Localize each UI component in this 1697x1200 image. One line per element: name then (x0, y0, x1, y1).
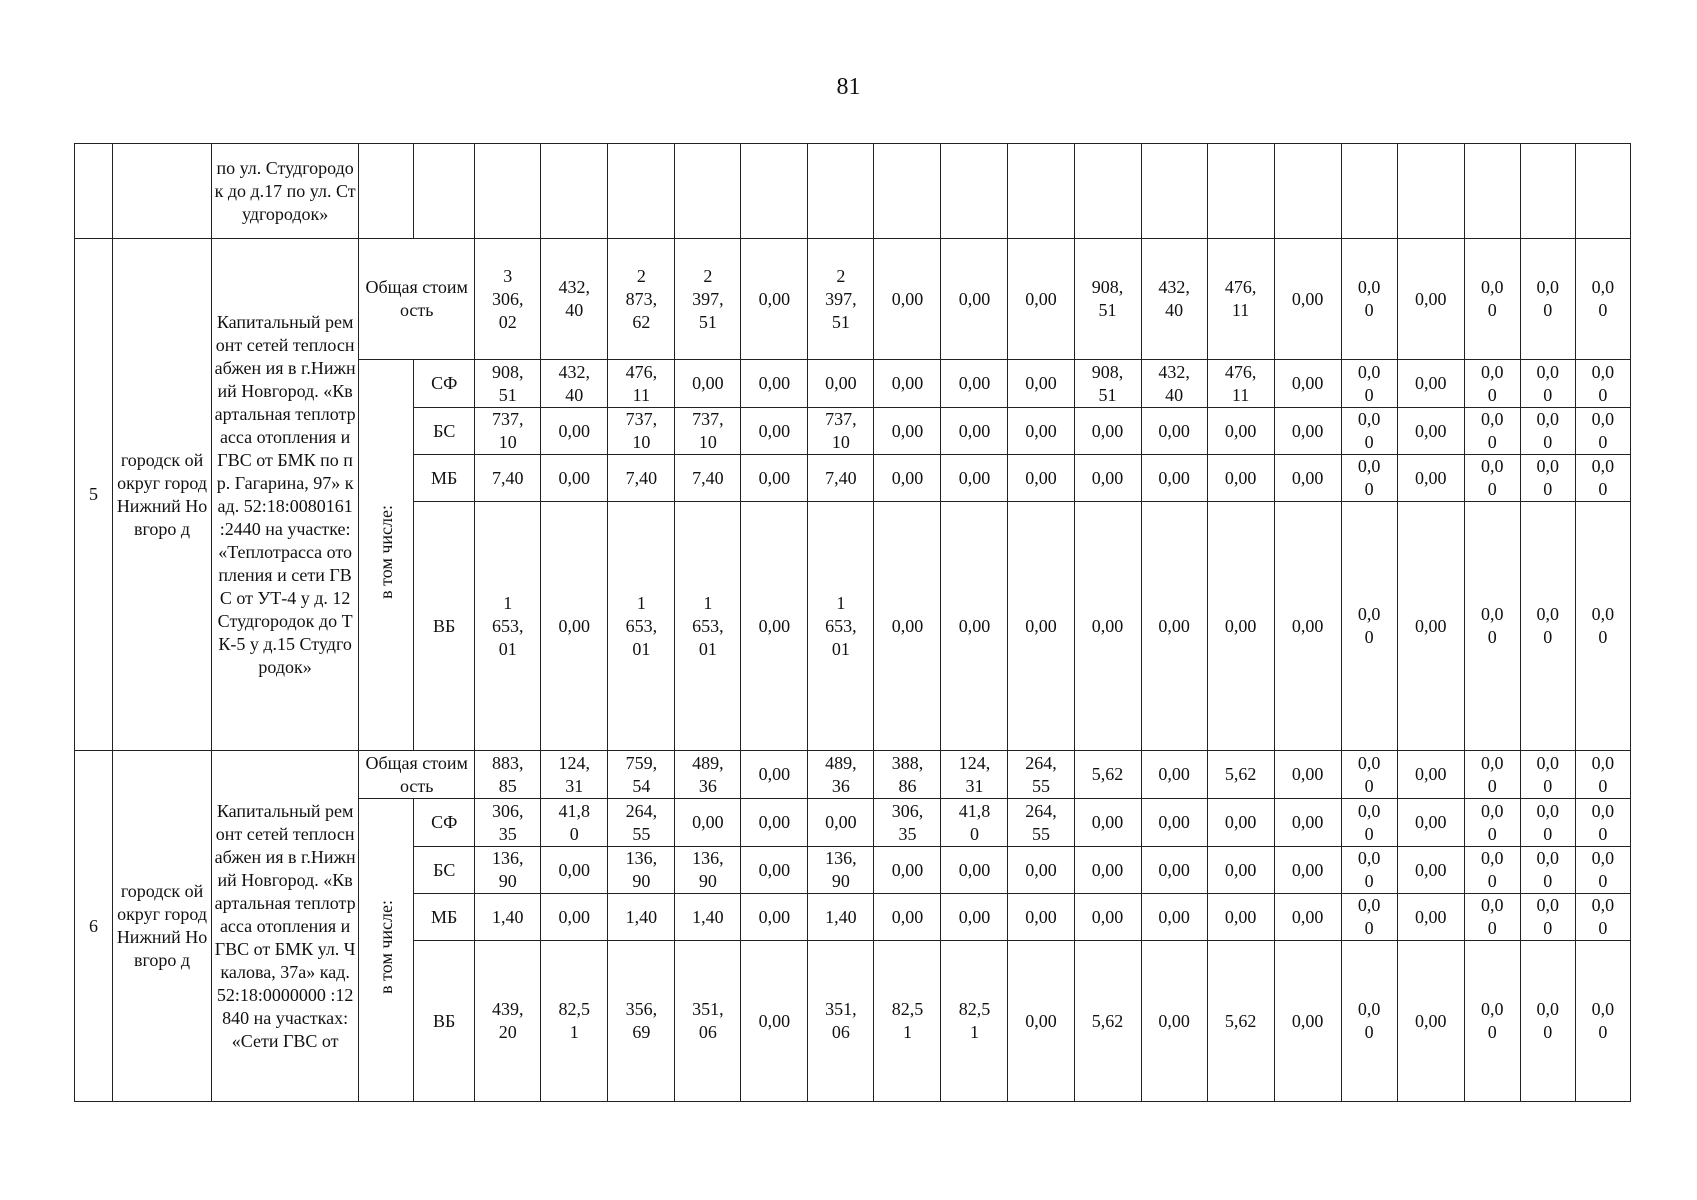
funding-source-label: ВБ (414, 502, 475, 751)
funding-source-label: СФ (414, 799, 475, 847)
cont-area-cell (113, 144, 212, 239)
value-cell: 759, 54 (608, 751, 675, 799)
value-cell: 908, 51 (1074, 239, 1141, 360)
value-cell: 0,0 0 (1520, 455, 1575, 502)
value-cell: 0,0 0 (1575, 239, 1630, 360)
value-cell: 5,62 (1207, 941, 1274, 1102)
value-cell: 0,00 (1274, 455, 1341, 502)
value-cell: 0,0 0 (1341, 847, 1397, 894)
funding-source-label: МБ (414, 894, 475, 941)
value-cell: 476, 11 (608, 360, 675, 408)
value-cell: 432, 40 (541, 239, 608, 360)
cont-object-name: по ул. Студгородок до д.17 по ул. Студгородок» (212, 144, 359, 239)
value-cell: 0,0 0 (1575, 751, 1630, 799)
value-cell: 0,0 0 (1575, 360, 1630, 408)
value-cell: 0,00 (541, 847, 608, 894)
cont-num-cell (75, 144, 113, 239)
value-cell: 0,0 0 (1575, 502, 1630, 751)
value-cell: 0,00 (1397, 360, 1464, 408)
value-cell: 0,0 0 (1464, 847, 1520, 894)
value-cell: 1,40 (808, 894, 874, 941)
value-cell: 306, 35 (874, 799, 941, 847)
value-cell: 0,0 0 (1520, 502, 1575, 751)
value-cell: 7,40 (808, 455, 874, 502)
including-label-text: в том числе: (375, 505, 396, 599)
value-cell: 136, 90 (675, 847, 741, 894)
value-cell: 0,00 (1397, 847, 1464, 894)
value-cell: 0,00 (1074, 847, 1141, 894)
value-cell: 0,00 (1274, 799, 1341, 847)
value-cell: 0,00 (1207, 455, 1274, 502)
value-cell: 0,0 0 (1341, 894, 1397, 941)
value-cell: 0,00 (1274, 751, 1341, 799)
value-cell: 0,00 (1397, 799, 1464, 847)
value-cell: 0,0 0 (1464, 799, 1520, 847)
value-cell: 2 873, 62 (608, 239, 675, 360)
value-cell: 82,5 1 (874, 941, 941, 1102)
value-cell: 0,0 0 (1520, 408, 1575, 455)
value-cell: 0,00 (1274, 847, 1341, 894)
value-cell: 0,00 (1141, 847, 1207, 894)
value-cell: 0,00 (1074, 408, 1141, 455)
value-cell: 0,00 (1141, 799, 1207, 847)
value-cell: 0,0 0 (1575, 894, 1630, 941)
value-cell: 0,00 (1274, 941, 1341, 1102)
value-cell: 5,62 (1207, 751, 1274, 799)
value-cell: 0,0 0 (1520, 941, 1575, 1102)
value-cell: 0,0 0 (1464, 360, 1520, 408)
value-cell: 0,00 (941, 408, 1008, 455)
value-cell: 0,00 (1207, 408, 1274, 455)
value-cell: 0,0 0 (1464, 408, 1520, 455)
value-cell: 0,00 (741, 360, 808, 408)
value-cell: 0,00 (1074, 455, 1141, 502)
value-cell: 351, 06 (675, 941, 741, 1102)
value-cell: 0,00 (1397, 455, 1464, 502)
value-cell: 41,8 0 (541, 799, 608, 847)
value-cell: 0,0 0 (1575, 408, 1630, 455)
value-cell: 0,0 0 (1520, 360, 1575, 408)
row-number: 6 (75, 751, 113, 1102)
value-cell: 264, 55 (1008, 751, 1074, 799)
row-number: 5 (75, 239, 113, 751)
total-cost-label: Общая стоимость (359, 751, 475, 799)
value-cell: 0,00 (741, 502, 808, 751)
funding-source-label: МБ (414, 455, 475, 502)
value-cell: 0,00 (941, 894, 1008, 941)
including-label (359, 360, 414, 751)
value-cell: 0,00 (808, 360, 874, 408)
value-cell: 0,00 (1008, 502, 1074, 751)
value-cell: 0,00 (1397, 408, 1464, 455)
value-cell: 0,00 (1008, 941, 1074, 1102)
value-cell: 7,40 (675, 455, 741, 502)
value-cell: 0,00 (941, 847, 1008, 894)
value-cell: 0,00 (675, 799, 741, 847)
value-cell: 0,00 (675, 360, 741, 408)
value-cell: 5,62 (1074, 751, 1141, 799)
value-cell: 0,00 (874, 894, 941, 941)
value-cell: 0,00 (941, 239, 1008, 360)
value-cell: 0,00 (1141, 502, 1207, 751)
value-cell: 0,0 0 (1464, 894, 1520, 941)
value-cell: 476, 11 (1207, 360, 1274, 408)
value-cell: 0,00 (941, 455, 1008, 502)
value-cell: 306, 35 (475, 799, 541, 847)
value-cell: 0,00 (741, 847, 808, 894)
value-cell: 1,40 (475, 894, 541, 941)
value-cell: 0,00 (741, 455, 808, 502)
value-cell: 136, 90 (475, 847, 541, 894)
value-cell: 0,0 0 (1575, 799, 1630, 847)
value-cell: 489, 36 (808, 751, 874, 799)
value-cell: 0,00 (1207, 894, 1274, 941)
value-cell: 124, 31 (941, 751, 1008, 799)
value-cell: 0,00 (741, 408, 808, 455)
value-cell: 0,0 0 (1520, 894, 1575, 941)
total-cost-label: Общая стоимость (359, 239, 475, 360)
value-cell: 0,00 (1274, 502, 1341, 751)
value-cell: 0,00 (541, 408, 608, 455)
including-label (359, 799, 414, 1102)
value-cell: 7,40 (475, 455, 541, 502)
continuation-row (75, 144, 1631, 239)
value-cell: 0,0 0 (1575, 847, 1630, 894)
value-cell: 432, 40 (541, 360, 608, 408)
table-row-total (75, 751, 1631, 799)
value-cell: 82,5 1 (541, 941, 608, 1102)
value-cell: 0,0 0 (1464, 239, 1520, 360)
value-cell: 0,0 0 (1464, 502, 1520, 751)
value-cell: 136, 90 (808, 847, 874, 894)
object-name: Капитальный ремонт сетей теплоснабжен ия в г.Нижний Новгород. «Квартальная теплотрасса отопления и ГВС от БМК по пр. Гагарина, 97» кад. 52:18:0080161 :2440 на участке: «Теплотрасса отопления и сети ГВС от УТ-4 у д. 12 Студгородок до ТК-5 у д.15 Студгородок» (212, 239, 359, 751)
value-cell: 0,00 (1008, 894, 1074, 941)
value-cell: 0,00 (874, 239, 941, 360)
value-cell: 0,00 (1141, 941, 1207, 1102)
value-cell: 0,0 0 (1575, 455, 1630, 502)
value-cell: 0,0 0 (1520, 239, 1575, 360)
value-cell: 0,0 0 (1520, 751, 1575, 799)
value-cell: 0,00 (1207, 847, 1274, 894)
value-cell: 0,00 (1141, 894, 1207, 941)
value-cell: 0,0 0 (1341, 751, 1397, 799)
value-cell: 82,5 1 (941, 941, 1008, 1102)
value-cell: 0,00 (1008, 408, 1074, 455)
funding-source-label: БС (414, 847, 475, 894)
value-cell: 0,00 (541, 894, 608, 941)
value-cell: 136, 90 (608, 847, 675, 894)
value-cell: 0,0 0 (1341, 360, 1397, 408)
value-cell: 432, 40 (1141, 239, 1207, 360)
value-cell: 0,00 (541, 455, 608, 502)
value-cell: 0,00 (741, 751, 808, 799)
funding-source-label: ВБ (414, 941, 475, 1102)
value-cell: 737, 10 (808, 408, 874, 455)
funding-source-label: СФ (414, 360, 475, 408)
value-cell: 0,00 (1008, 455, 1074, 502)
value-cell: 0,00 (1397, 894, 1464, 941)
value-cell: 0,00 (1074, 502, 1141, 751)
value-cell: 0,00 (1397, 239, 1464, 360)
value-cell: 0,00 (1274, 408, 1341, 455)
value-cell: 908, 51 (1074, 360, 1141, 408)
value-cell: 0,00 (741, 894, 808, 941)
value-cell: 476, 11 (1207, 239, 1274, 360)
value-cell: 439, 20 (475, 941, 541, 1102)
value-cell: 264, 55 (1008, 799, 1074, 847)
value-cell: 0,0 0 (1464, 941, 1520, 1102)
value-cell: 1 653, 01 (475, 502, 541, 751)
value-cell: 0,0 0 (1520, 799, 1575, 847)
funding-source-label: БС (414, 408, 475, 455)
value-cell: 0,0 0 (1341, 941, 1397, 1102)
value-cell: 5,62 (1074, 941, 1141, 1102)
value-cell: 0,0 0 (1575, 941, 1630, 1102)
value-cell: 0,0 0 (1341, 502, 1397, 751)
value-cell: 0,00 (1207, 502, 1274, 751)
value-cell: 0,00 (1074, 894, 1141, 941)
value-cell: 0,00 (1397, 941, 1464, 1102)
value-cell: 1,40 (608, 894, 675, 941)
value-cell: 0,00 (1397, 502, 1464, 751)
value-cell: 0,00 (1141, 751, 1207, 799)
value-cell: 0,0 0 (1341, 239, 1397, 360)
value-cell: 0,0 0 (1341, 455, 1397, 502)
value-cell: 883, 85 (475, 751, 541, 799)
value-cell: 0,00 (1274, 360, 1341, 408)
value-cell: 737, 10 (475, 408, 541, 455)
value-cell: 0,00 (1274, 239, 1341, 360)
value-cell: 0,00 (1008, 360, 1074, 408)
value-cell: 0,00 (1074, 799, 1141, 847)
value-cell: 0,00 (1008, 239, 1074, 360)
value-cell: 0,0 0 (1464, 751, 1520, 799)
value-cell: 0,00 (874, 847, 941, 894)
including-label-text: в том числе: (375, 900, 396, 994)
value-cell: 124, 31 (541, 751, 608, 799)
value-cell: 2 397, 51 (808, 239, 874, 360)
value-cell: 41,8 0 (941, 799, 1008, 847)
value-cell: 0,00 (1207, 799, 1274, 847)
value-cell: 3 306, 02 (475, 239, 541, 360)
table-row-total (75, 239, 1631, 360)
value-cell: 0,00 (874, 408, 941, 455)
value-cell: 0,00 (808, 799, 874, 847)
object-name: Капитальный ремонт сетей теплоснабжен ия в г.Нижний Новгород. «Квартальная теплотрасса отопления и ГВС от БМК ул. Чкалова, 37а» кад. 52:18:0000000 :12840 на участках: «Сети ГВС от (212, 751, 359, 1102)
value-cell: 0,00 (874, 360, 941, 408)
municipality-name: городск ой округ город Нижний Новгоро д (113, 751, 212, 1102)
value-cell: 0,00 (541, 502, 608, 751)
value-cell: 489, 36 (675, 751, 741, 799)
value-cell: 0,00 (874, 455, 941, 502)
value-cell: 0,00 (1141, 408, 1207, 455)
value-cell: 351, 06 (808, 941, 874, 1102)
funding-table (74, 143, 1631, 1102)
page-number: 81 (836, 74, 861, 100)
value-cell: 0,00 (741, 239, 808, 360)
value-cell: 0,0 0 (1341, 408, 1397, 455)
value-cell: 0,0 0 (1520, 847, 1575, 894)
value-cell: 908, 51 (475, 360, 541, 408)
value-cell: 0,00 (1397, 751, 1464, 799)
value-cell: 737, 10 (608, 408, 675, 455)
value-cell: 0,00 (741, 941, 808, 1102)
value-cell: 1 653, 01 (808, 502, 874, 751)
value-cell: 1 653, 01 (675, 502, 741, 751)
value-cell: 0,00 (1274, 894, 1341, 941)
value-cell: 356, 69 (608, 941, 675, 1102)
value-cell: 1 653, 01 (608, 502, 675, 751)
value-cell: 264, 55 (608, 799, 675, 847)
value-cell: 0,00 (1141, 455, 1207, 502)
value-cell: 0,0 0 (1341, 799, 1397, 847)
value-cell: 1,40 (675, 894, 741, 941)
value-cell: 0,0 0 (1464, 455, 1520, 502)
value-cell: 432, 40 (1141, 360, 1207, 408)
value-cell: 0,00 (941, 360, 1008, 408)
value-cell: 7,40 (608, 455, 675, 502)
value-cell: 388, 86 (874, 751, 941, 799)
value-cell: 0,00 (1008, 847, 1074, 894)
value-cell: 0,00 (874, 502, 941, 751)
value-cell: 0,00 (741, 799, 808, 847)
value-cell: 0,00 (941, 502, 1008, 751)
value-cell: 2 397, 51 (675, 239, 741, 360)
municipality-name: городск ой округ город Нижний Новгоро д (113, 239, 212, 751)
value-cell: 737, 10 (675, 408, 741, 455)
